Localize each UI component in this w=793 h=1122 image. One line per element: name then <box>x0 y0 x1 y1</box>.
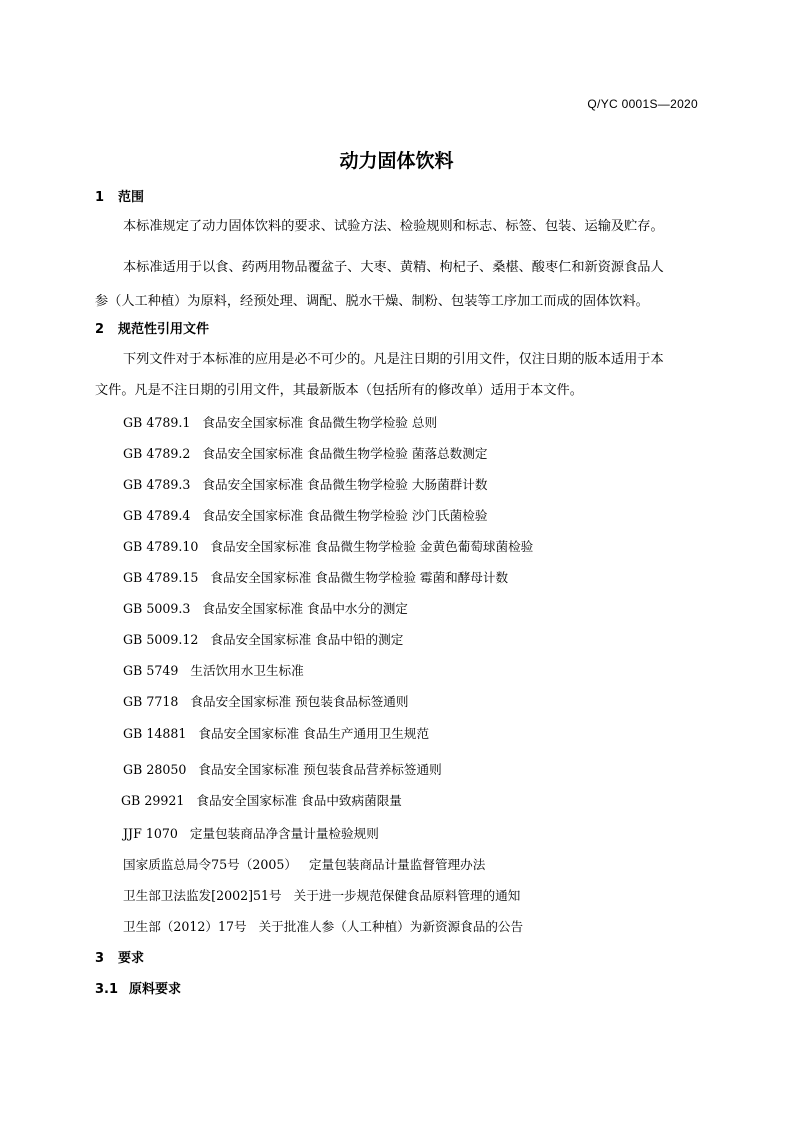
subsection-heading-3-1 <box>95 978 181 997</box>
reference-title: 生活饮用水卫生标准 <box>190 663 304 678</box>
reference-code: GB 7718 <box>123 694 179 709</box>
reference-title: 食品安全国家标准 食品微生物学检验 霉菌和酵母计数 <box>210 570 509 585</box>
reference-code: GB 5749 <box>123 663 179 678</box>
reference-code: GB 4789.15 <box>123 570 199 585</box>
reference-code: GB 4789.10 <box>123 539 199 554</box>
reference-item <box>123 854 485 873</box>
reference-item <box>123 412 437 431</box>
reference-title: 食品安全国家标准 预包装食品营养标签通则 <box>198 762 442 777</box>
section-number: 3.1 <box>95 982 119 997</box>
section-title: 原料要求 <box>129 982 182 997</box>
section-heading-3 <box>95 947 144 966</box>
reference-title: 食品安全国家标准 食品微生物学检验 大肠菌群计数 <box>202 477 488 492</box>
section-number: 2 <box>95 322 105 337</box>
reference-code: GB 5009.3 <box>123 601 191 616</box>
reference-title: 食品安全国家标准 食品微生物学检验 沙门氏菌检验 <box>202 508 488 523</box>
section-title: 要求 <box>118 951 145 966</box>
reference-title: 食品安全国家标准 食品中铅的测定 <box>210 632 404 647</box>
reference-title: 关于进一步规范保健食品原料管理的通知 <box>293 888 521 903</box>
reference-code: 卫生部（2012）17号 <box>123 919 247 934</box>
reference-item <box>123 823 379 842</box>
reference-title: 食品安全国家标准 食品微生物学检验 总则 <box>202 415 438 430</box>
reference-item <box>123 567 508 586</box>
references-intro-line-1: 下列文件对于本标准的应用是必不可少的。凡是注日期的引用文件，仅注日期的版本适用于本 <box>123 352 664 367</box>
reference-item <box>123 885 520 904</box>
reference-code: GB 4789.1 <box>123 415 191 430</box>
scope-paragraph-1: 本标准规定了动力固体饮料的要求、试验方法、检验规则和标志、标签、包装、运输及贮存。 <box>123 219 664 234</box>
reference-title: 食品安全国家标准 食品微生物学检验 金黄色葡萄球菌检验 <box>210 539 534 554</box>
reference-title: 食品安全国家标准 食品生产通用卫生规范 <box>198 726 430 741</box>
reference-code: JJF 1070 <box>123 826 178 841</box>
reference-item <box>121 790 402 809</box>
reference-item <box>123 598 408 617</box>
reference-title: 食品安全国家标准 预包装食品标签通则 <box>190 694 409 709</box>
reference-item <box>123 759 442 778</box>
reference-item <box>123 474 487 493</box>
scope-paragraph-2-line-2: 参（人工种植）为原料，经预处理、调配、脱水干燥、制粉、包装等工序加工而成的固体饮料。 <box>95 294 649 309</box>
reference-title: 关于批准人参（人工种植）为新资源食品的公告 <box>258 919 524 934</box>
section-heading-1 <box>95 186 144 205</box>
section-number: 3 <box>95 951 105 966</box>
section-title: 范围 <box>118 190 145 205</box>
reference-code: 国家质监总局令75号（2005） <box>123 857 298 872</box>
section-title: 规范性引用文件 <box>118 322 210 337</box>
reference-code: GB 29921 <box>121 793 185 808</box>
reference-item <box>123 691 408 710</box>
reference-title: 定量包装商品净含量计量检验规则 <box>189 826 379 841</box>
reference-item <box>123 505 487 524</box>
reference-item <box>123 536 533 555</box>
reference-title: 食品安全国家标准 食品中致病菌限量 <box>196 793 402 808</box>
reference-code: GB 5009.12 <box>123 632 199 647</box>
reference-title: 食品安全国家标准 食品中水分的测定 <box>202 601 408 616</box>
reference-item <box>123 916 523 935</box>
page-title: 动力固体饮料 <box>339 150 454 172</box>
section-heading-2 <box>95 318 209 337</box>
reference-code: GB 4789.3 <box>123 477 191 492</box>
section-number: 1 <box>95 190 105 205</box>
reference-code: GB 4789.2 <box>123 446 191 461</box>
references-intro-line-2: 文件。凡是不注日期的引用文件，其最新版本（包括所有的修改单）适用于本文件。 <box>95 383 583 398</box>
reference-code: GB 14881 <box>123 726 187 741</box>
reference-title: 定量包装商品计量监督管理办法 <box>309 857 486 872</box>
scope-paragraph-2-line-1: 本标准适用于以食、药两用物品覆盆子、大枣、黄精、枸杞子、桑椹、酸枣仁和新资源食品人 <box>123 260 664 275</box>
reference-title: 食品安全国家标准 食品微生物学检验 菌落总数测定 <box>202 446 488 461</box>
reference-code: GB 4789.4 <box>123 508 191 523</box>
document-code: Q/YC 0001S—2020 <box>587 97 698 111</box>
reference-item <box>123 723 429 742</box>
reference-code: 卫生部卫法监发[2002]51号 <box>123 888 282 903</box>
reference-item <box>123 629 403 648</box>
reference-item <box>123 660 304 679</box>
reference-item <box>123 443 487 462</box>
reference-code: GB 28050 <box>123 762 187 777</box>
